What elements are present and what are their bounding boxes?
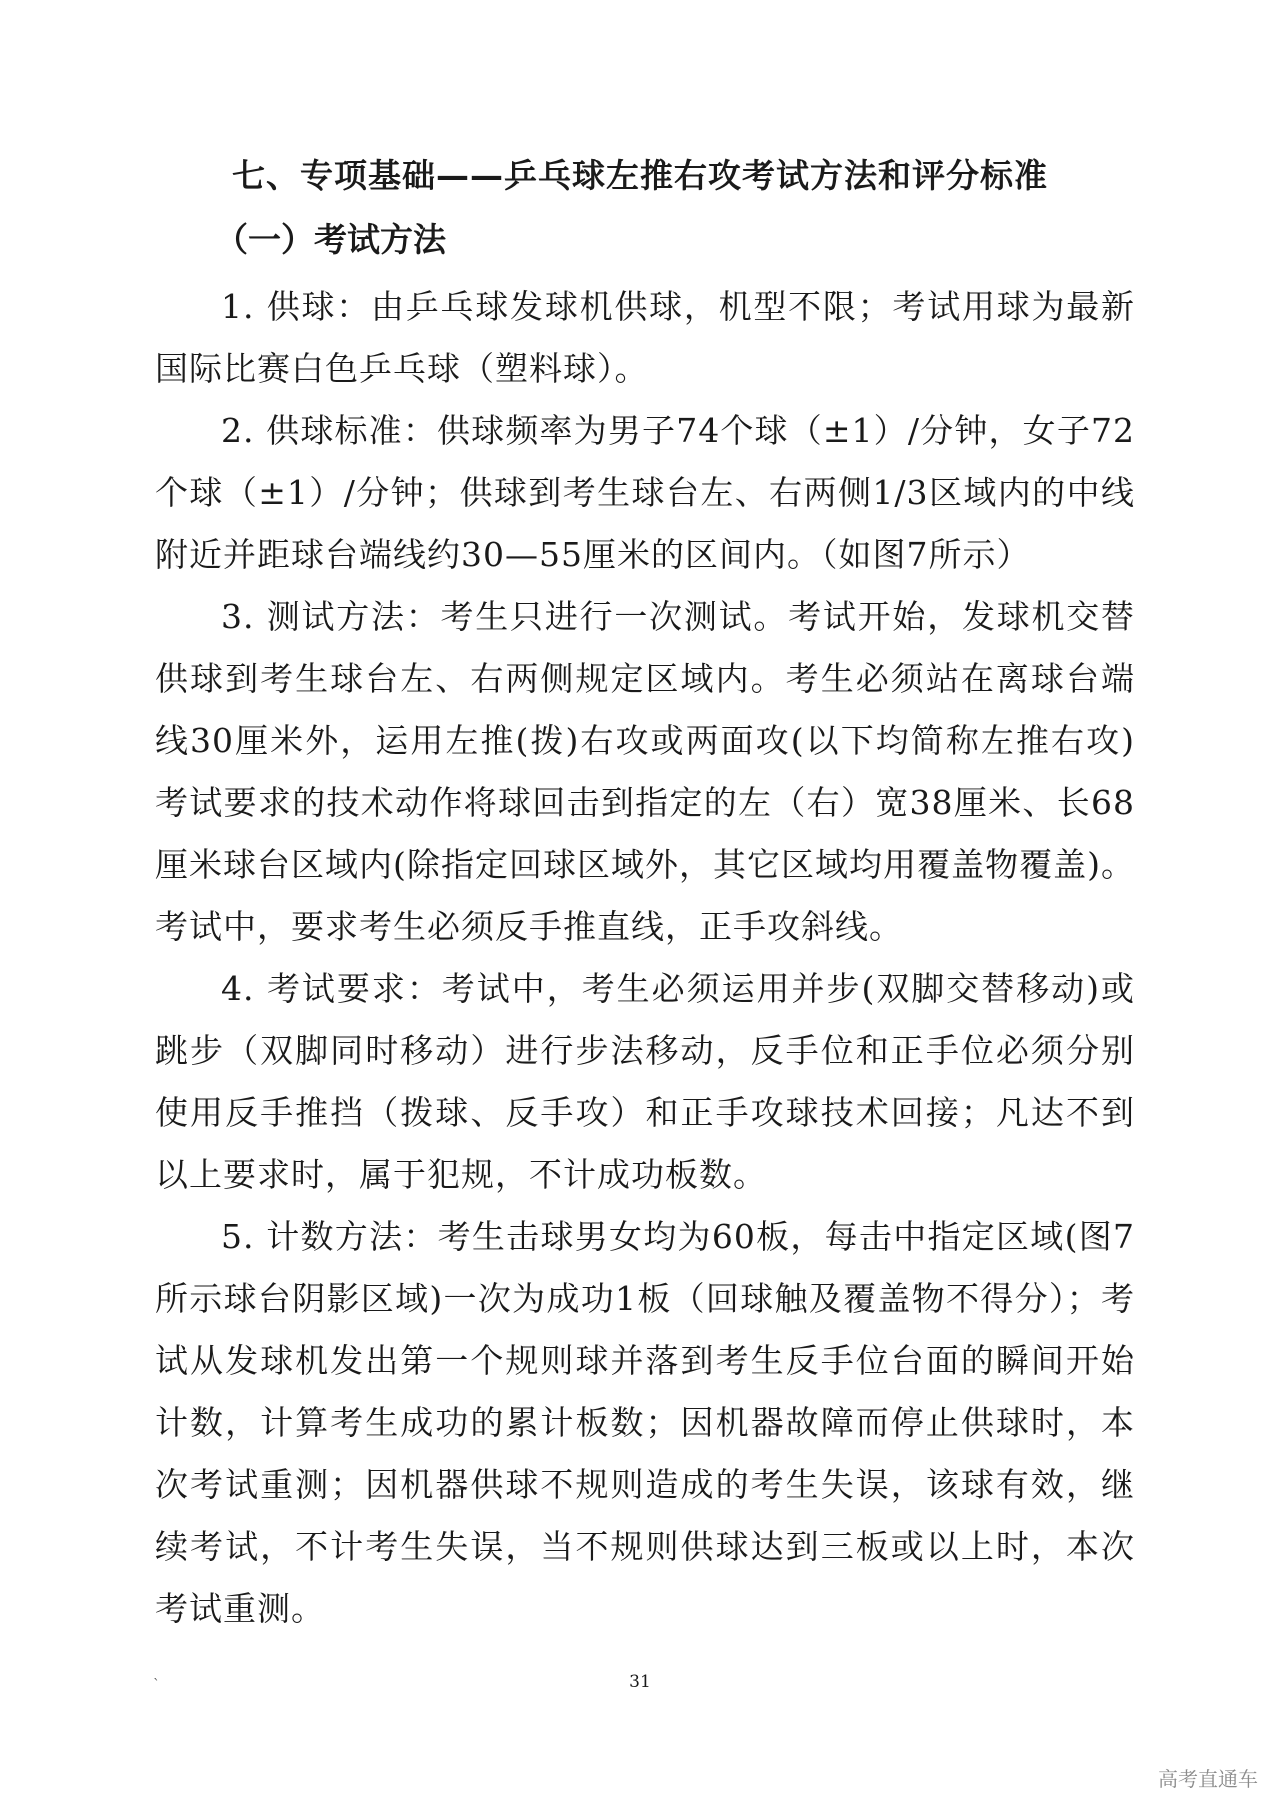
body-text [155, 276, 1135, 1640]
paragraph-3: 3. 测试方法：考生只进行一次测试。考试开始，发球机交替供球到考生球台左、右两侧规定区域内。考生必须站在离球台端线30厘米外，运用左推(拨)右攻或两面攻(以下均简称左推右攻)考试要求的技术动作将球回击到指定的左（右）宽38厘米、长68厘米球台区域内(除指定回球区域外，其它区域均用覆盖物覆盖)。考试中，要求考生必须反手推直线，正手攻斜线。 [155, 597, 1135, 946]
document-title: 七、专项基础——乒乓球左推右攻考试方法和评分标准 [232, 156, 1048, 195]
paragraph-4: 4. 考试要求：考试中，考生必须运用并步(双脚交替移动)或跳步（双脚同时移动）进行步法移动，反手位和正手位必须分别使用反手推挡（拨球、反手攻）和正手攻球技术回接；凡达不到以上要求时，属于犯规，不计成功板数。 [155, 969, 1135, 1194]
paragraph-1: 1. 供球：由乒乓球发球机供球，机型不限；考试用球为最新国际比赛白色乒乓球（塑料球）。 [155, 287, 1135, 388]
paragraph-5: 5. 计数方法：考生击球男女均为60板，每击中指定区域(图7所示球台阴影区域)一次为成功1板（回球触及覆盖物不得分）；考试从发球机发出第一个规则球并落到考生反手位台面的瞬间开始计数，计算考生成功的累计板数；因机器故障而停止供球时，本次考试重测；因机器供球不规则造成的考生失误，该球有效，继续考试，不计考生失误，当不规则供球达到三板或以上时，本次考试重测。 [155, 1217, 1135, 1628]
scan-mark: ` [153, 1677, 160, 1693]
paragraph-2: 2. 供球标准：供球频率为男子74个球（±1）/分钟，女子72个球（±1）/分钟；供球到考生球台左、右两侧1/3区域内的中线附近并距球台端线约30—55厘米的区间内。（如图7所示） [155, 411, 1135, 574]
page-number: 31 [629, 1672, 651, 1692]
watermark: 高考直通车 [1158, 1767, 1258, 1791]
section-heading: （一）考试方法 [215, 220, 446, 259]
